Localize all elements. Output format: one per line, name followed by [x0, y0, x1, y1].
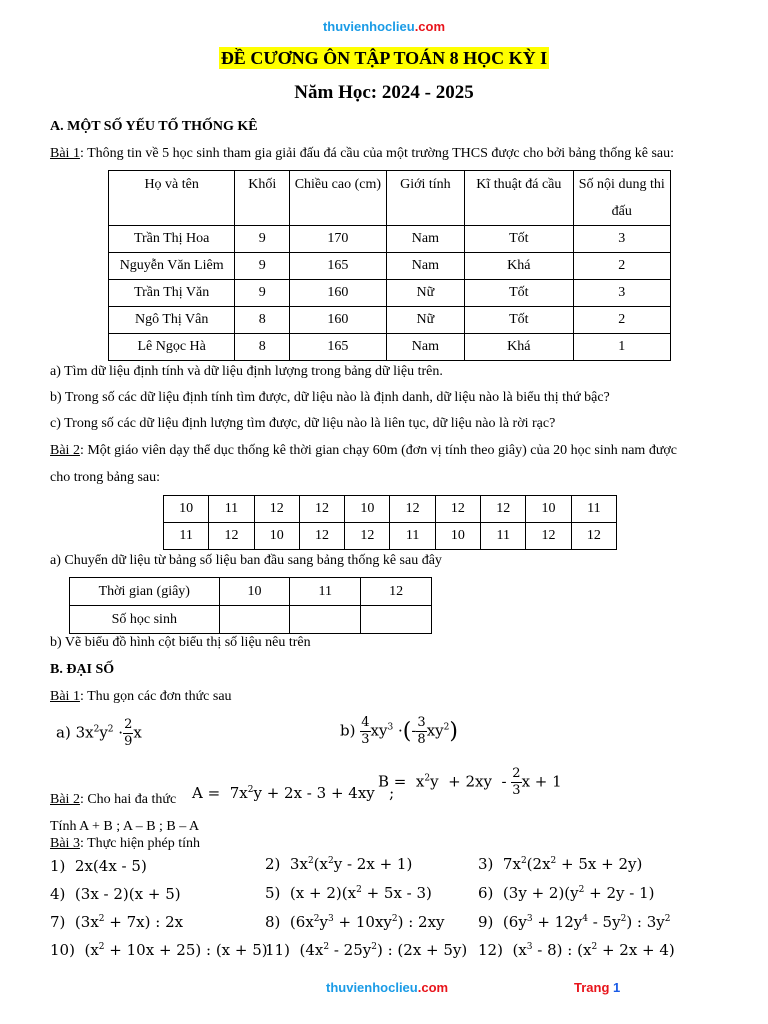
table-header: Số nội dung thi đấu: [573, 171, 670, 226]
table-header: Kĩ thuật đá cầu: [465, 171, 573, 226]
expr-3-7: 7) $(3x^2 + 7x)$ : 2x: [50, 913, 184, 931]
expr-3-12: 12) $(x^3 - 8)$ : $(x^2 + 2x + 4)$: [478, 941, 675, 959]
table-cell: Khá: [465, 334, 573, 361]
table-cell: 8: [235, 334, 290, 361]
table-cell: 10: [164, 496, 209, 523]
expr-3-11: 11) $(4x^2 - 25y^2)$ : (2x + 5y): [265, 941, 468, 959]
school-year: Năm Học: 2024 - 2025: [294, 82, 474, 103]
table-header: 12: [361, 578, 432, 606]
table-cell: 12: [526, 523, 571, 550]
table-header-row: [109, 171, 671, 226]
expr-3-1: 1) 2x(4x - 5): [50, 857, 147, 875]
table-cell: Lê Ngọc Hà: [109, 334, 235, 361]
bai2-question-b: b) Vẽ biểu đồ hình cột biểu thị số liệu nêu trên: [50, 635, 311, 650]
table-cell: 10: [345, 496, 390, 523]
table-cell: 11: [164, 523, 209, 550]
expr-3-2: 2) $3x^2(x^2y - 2x + 1)$: [265, 855, 413, 873]
table-row: [109, 307, 671, 334]
bai1-question-b: b) Trong số các dữ liệu định tính tìm được, dữ liệu nào là định danh, dữ liệu nào là biểu thị thứ bậc?: [50, 390, 610, 405]
b-bai2-compute: Tính A + B ; A – B ; B – A: [50, 819, 200, 834]
polynomial-b: $B = x^2y + 2xy$ - $\frac{2}{3}$ x + 1: [378, 766, 562, 798]
expr-3-5: 5) $(x + 2)(x^2 + 5x - 3)$: [265, 884, 432, 902]
table-cell: Nữ: [386, 280, 465, 307]
table-header: Khối: [235, 171, 290, 226]
polynomial-a: $A = 7x^2y + 2x - 3 + 4xy$ ;: [192, 784, 395, 802]
table-cell: 12: [299, 523, 344, 550]
table-header: Giới tính: [386, 171, 465, 226]
table-cell: Tốt: [465, 307, 573, 334]
expr-3-10: 10) $(x^2 + 10x + 25)$ : (x + 5): [50, 941, 268, 959]
table-cell: 12: [481, 496, 526, 523]
table-cell: 12: [299, 496, 344, 523]
table-cell: 8: [235, 307, 290, 334]
section-a-heading: A. MỘT SỐ YẾU TỐ THỐNG KÊ: [50, 119, 258, 134]
table-cell: 160: [290, 280, 386, 307]
table-header: Thời gian (giây): [70, 578, 220, 606]
table-cell: 3: [573, 226, 670, 253]
table-cell: Trần Thị Văn: [109, 280, 235, 307]
table-cell: 165: [290, 334, 386, 361]
table-cell: Nguyễn Văn Liêm: [109, 253, 235, 280]
b-bai2-statement: Bài 2: Cho hai đa thức: [50, 792, 177, 807]
expr-3-8: 8) $(6x^2y^3 + 10xy^2)$ : 2xy: [265, 913, 445, 931]
table-header: Họ và tên: [109, 171, 235, 226]
b-bai1-statement: Bài 1: Thu gọn các đơn thức sau: [50, 689, 232, 704]
expr-3-9: 9) $(6y^3 + 12y^4 - 5y^2)$ : $3y^2$: [478, 913, 671, 931]
table-cell: 12: [345, 523, 390, 550]
table-header: 11: [290, 578, 361, 606]
expr-1b: b) $\frac{4}{3}$ $xy^3$ ·(- $\frac{3}{8}$ $xy^2$): [340, 715, 458, 747]
table-cell: Nam: [386, 253, 465, 280]
table-cell: 12: [571, 523, 616, 550]
table-header: Chiều cao (cm): [290, 171, 386, 226]
table-cell: Nữ: [386, 307, 465, 334]
table-cell: 11: [209, 496, 254, 523]
table-cell: 170: [290, 226, 386, 253]
bai2-statement-cont: cho trong bảng sau:: [50, 470, 161, 485]
table-row: [70, 606, 432, 634]
table-cell-empty: [361, 606, 432, 634]
student-info-table: [108, 170, 671, 361]
table-cell: Ngô Thị Vân: [109, 307, 235, 334]
table-cell: 12: [435, 496, 480, 523]
table-cell: Tốt: [465, 226, 573, 253]
table-row: [109, 253, 671, 280]
frequency-table: [69, 577, 432, 634]
table-cell: 1: [573, 334, 670, 361]
table-cell: 11: [481, 523, 526, 550]
table-cell: Nam: [386, 334, 465, 361]
section-b-heading: B. ĐẠI SỐ: [50, 662, 115, 677]
table-row: [70, 578, 432, 606]
table-cell-empty: [290, 606, 361, 634]
table-cell: Nam: [386, 226, 465, 253]
table-header: 10: [219, 578, 290, 606]
expr-3-3: 3) $7x^2(2x^2 + 5x + 2y)$: [478, 855, 643, 873]
table-cell: Tốt: [465, 280, 573, 307]
table-cell: 9: [235, 280, 290, 307]
table-cell: 165: [290, 253, 386, 280]
table-cell: Khá: [465, 253, 573, 280]
table-cell: 10: [526, 496, 571, 523]
document-title: ĐỀ CƯƠNG ÔN TẬP TOÁN 8 HỌC KỲ I: [220, 48, 548, 68]
table-cell: 2: [573, 307, 670, 334]
site-header: [0, 19, 768, 34]
site-name: thuvienhoclieu: [322, 19, 415, 34]
table-cell: 12: [390, 496, 435, 523]
table-cell: 11: [390, 523, 435, 550]
table-cell: 9: [235, 226, 290, 253]
table-cell: 160: [290, 307, 386, 334]
running-time-table: [163, 495, 617, 550]
expr-3-4: 4) (3x - 2)(x + 5): [50, 885, 181, 903]
expr-3-6: 6) $(3y + 2)(y^2 + 2y - 1)$: [478, 884, 655, 902]
table-cell: 2: [573, 253, 670, 280]
table-cell: 12: [209, 523, 254, 550]
table-row: [109, 280, 671, 307]
table-row: [164, 496, 617, 523]
site-domain: .com: [414, 19, 446, 34]
table-cell: 10: [254, 523, 299, 550]
bai1-question-c: c) Trong số các dữ liệu định lượng tìm được, dữ liệu nào là liên tục, dữ liệu nào là rời rạc?: [50, 416, 556, 431]
table-cell: 9: [235, 253, 290, 280]
bai2-question-a: a) Chuyển dữ liệu từ bảng số liệu ban đầu sang bảng thống kê sau đây: [50, 553, 442, 568]
table-row: [109, 334, 671, 361]
table-cell: 12: [254, 496, 299, 523]
table-cell-empty: [219, 606, 290, 634]
table-cell: Trần Thị Hoa: [109, 226, 235, 253]
bai2-statement: Bài 2: Một giáo viên dạy thể dục thống kê thời gian chạy 60m (đơn vị tính theo giây) của 20 học sinh nam được: [50, 443, 678, 458]
table-row: [109, 226, 671, 253]
table-cell: 11: [571, 496, 616, 523]
table-cell: 3: [573, 280, 670, 307]
bai1-statement: Bài 1: Thông tin về 5 học sinh tham gia giải đấu đá cầu của một trường THCS được cho bởi bảng thống kê sau:: [50, 146, 674, 161]
table-cell: Số học sinh: [70, 606, 220, 634]
page-number: Trang 1: [574, 980, 621, 995]
b-bai3-statement: Bài 3: Thực hiện phép tính: [50, 836, 201, 851]
expr-1a: a) $3x^2y^2$ · $\frac{2}{9}$ x: [56, 717, 142, 749]
footer-site: thuvienhoclieu.com: [326, 980, 449, 995]
bai1-question-a: a) Tìm dữ liệu định tính và dữ liệu định lượng trong bảng dữ liệu trên.: [50, 364, 443, 379]
table-row: [164, 523, 617, 550]
table-cell: 10: [435, 523, 480, 550]
